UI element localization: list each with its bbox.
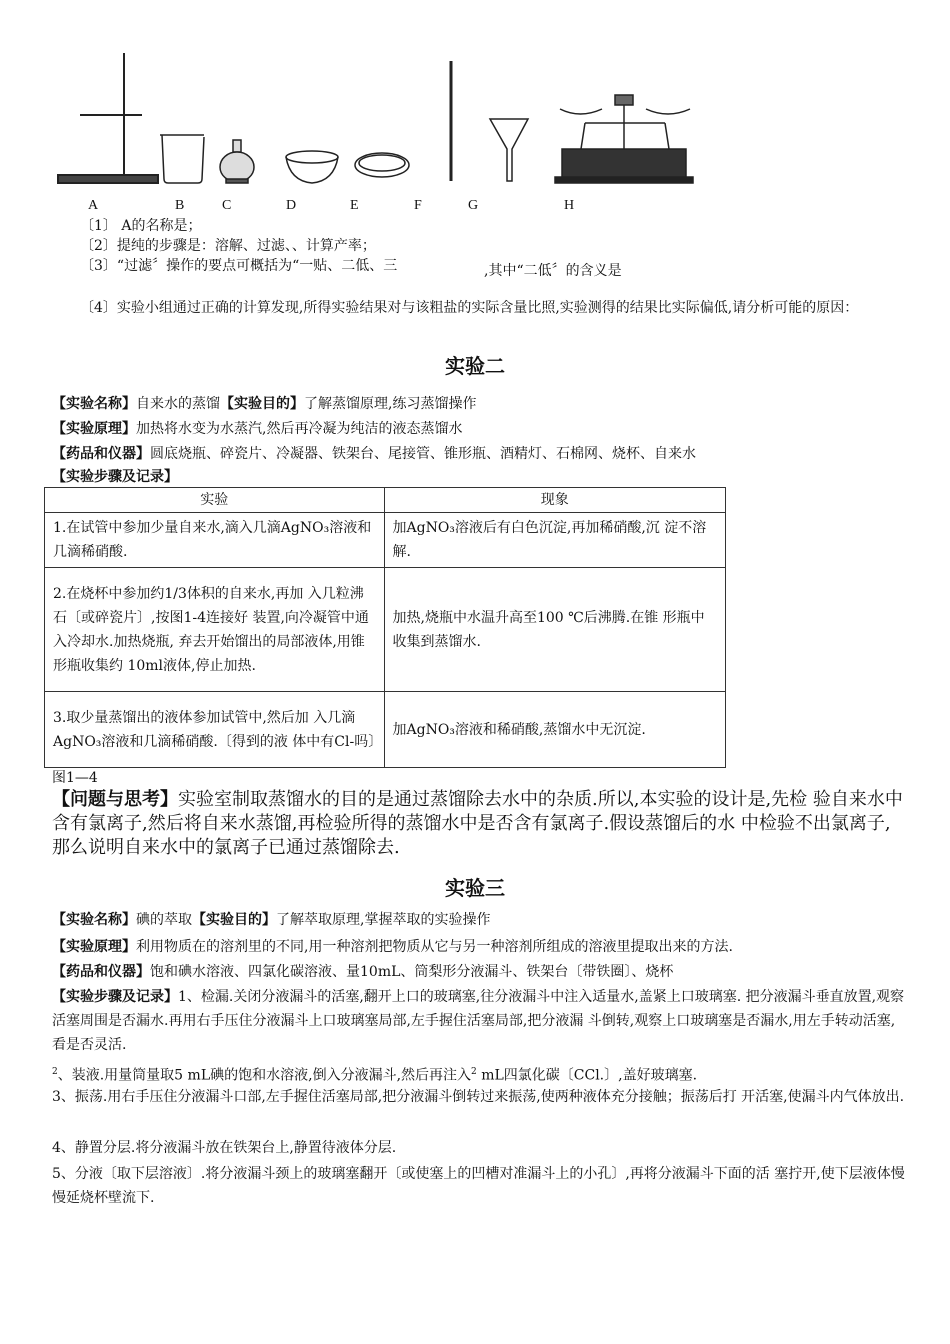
exp2-materials-label: 【药品和仪器】 bbox=[52, 446, 150, 462]
exp3-principle-line bbox=[52, 935, 907, 959]
exp2-purpose-label: 【实验目的】 bbox=[220, 396, 304, 412]
figure-label-h: H bbox=[564, 198, 575, 213]
exp3-steps-label: 【实验步骤及记录】 bbox=[52, 989, 178, 1005]
exp3-step2: 、装液.用量筒量取5 mL碘的饱和水溶液,倒入分液漏斗,然后再注入 bbox=[57, 1067, 472, 1084]
exp2-name-label: 【实验名称】 bbox=[52, 396, 136, 412]
table-cell-result: 加AgNO₃溶液和稀硝酸,蒸馏水中无沉淀. bbox=[384, 692, 726, 768]
figure-label-f: F bbox=[414, 198, 422, 213]
exp3-purpose: 了解萃取原理,掌握萃取的实验操作 bbox=[276, 912, 491, 928]
figure-label-c: C bbox=[222, 198, 232, 213]
exp3-purpose-label: 【实验目的】 bbox=[192, 912, 276, 928]
exp2-materials: 圆底烧瓶、碎瓷片、冷凝器、铁架台、尾接管、锥形瓶、酒精灯、石棉网、烧杯、自来水 bbox=[150, 446, 696, 462]
exp3-principle-label: 【实验原理】 bbox=[52, 939, 136, 955]
question-1: 〔1〕 A的名称是； bbox=[80, 218, 202, 234]
question-4: 〔4〕实验小组通过正确的计算发现,所得实验结果对与该粗盐的实际含量比照,实验测得的结果比实际偏低,请分析可能的原因： bbox=[80, 300, 859, 316]
figure-label-a: A bbox=[88, 198, 99, 213]
exp2-materials-line bbox=[52, 442, 907, 466]
table-cell-step: 1.在试管中参加少量自来水,滴入几滴AgNO₃溶液和几滴稀硝酸. bbox=[45, 513, 385, 568]
exp2-steps-line bbox=[52, 465, 907, 489]
iron-stand-drawing bbox=[58, 53, 158, 183]
exp3-materials-label: 【药品和仪器】 bbox=[52, 964, 150, 980]
exp3-step1: 1、检漏.关闭分液漏斗的活塞,翻开上口的玻璃塞,往分液漏斗中注入适量水,盖紧上口玻璃塞. 把分液漏斗垂直放置,观察活塞周围是否漏水.再用右手压住分液漏斗上口玻璃塞局部,左手握住活塞局部,把分液漏 斗倒转,观察上口玻璃塞是否漏水,用左手转动活塞,看是否灵活. bbox=[52, 989, 905, 1053]
experiment-3-title: 实验三 bbox=[445, 876, 505, 900]
exp2-think-text: 实验室制取蒸馏水的目的是通过蒸馏除去水中的杂质.所以,本实验的设计是,先检 验自来水中含有氯离子,然后将自来水蒸馏,再检验所得的蒸馏水中是否含有氯离子.假设蒸馏后的水 中检验不出氯离子,那么说明自来水中的氯离子已通过蒸馏除去. bbox=[52, 789, 903, 858]
exp2-steps-label: 【实验步骤及记录】 bbox=[52, 469, 178, 485]
exp3-step2b: mL四氯化碳〔CCl.〕,盖好玻璃塞. bbox=[476, 1067, 698, 1084]
alcohol-lamp-drawing bbox=[220, 140, 254, 183]
exp3-principle: 利用物质在的溶剂里的不同,用一种溶剂把物质从它与另一种溶剂所组成的溶液里提取出来的方法. bbox=[136, 939, 733, 955]
balance-drawing bbox=[555, 95, 693, 183]
table-header-experiment: 实验 bbox=[45, 488, 385, 513]
evaporating-dish-drawing bbox=[286, 151, 338, 183]
exp3-materials-line bbox=[52, 960, 907, 984]
table-row bbox=[45, 513, 726, 568]
exp2-purpose: 了解蒸馏原理,练习蒸馏操作 bbox=[304, 396, 477, 412]
exp2-principle-label: 【实验原理】 bbox=[52, 421, 136, 437]
exp2-think-label: 【问题与思考】 bbox=[52, 789, 178, 810]
exp3-step2-paragraph bbox=[52, 1060, 907, 1088]
question-3a: 〔3〕“过滤〞操作的要点可概括为“一贴、二低、三 bbox=[80, 258, 398, 274]
exp2-principle-line bbox=[52, 417, 907, 441]
exp3-step2-mark2: 2 bbox=[471, 1067, 477, 1077]
figure-label-d: D bbox=[286, 198, 297, 213]
beaker-drawing bbox=[160, 135, 204, 183]
figure-label-g: G bbox=[468, 198, 479, 213]
question-2: 〔2〕提纯的步骤是：溶解、过滤、、计算产率； bbox=[80, 238, 376, 254]
exp3-step3: 3、振荡.用右手压住分液漏斗口部,左手握住活塞局部,把分液漏斗倒转过来振荡,使两种液体充分接触；振荡后打 开活塞,使漏斗内气体放出. bbox=[52, 1089, 905, 1105]
apparatus-figure bbox=[50, 45, 700, 195]
table-row bbox=[45, 692, 726, 768]
exp2-table bbox=[44, 487, 726, 768]
watch-glass-drawing bbox=[355, 153, 409, 177]
exp3-materials: 饱和碘水溶液、四氯化碳溶液、量10mL、筒梨形分液漏斗、铁架台〔带铁圈〕、烧杯 bbox=[150, 964, 674, 980]
exp2-think-paragraph bbox=[52, 788, 908, 860]
exp3-step5: 5、分液〔取下层溶液〕.将分液漏斗颈上的玻璃塞翻开〔或使塞上的凹槽对准漏斗上的小孔〕,再将分液漏斗下面的活 塞拧开,使下层液体慢慢延烧杯壁流下. bbox=[52, 1166, 905, 1206]
exp3-step4: 4、静置分层.将分液漏斗放在铁架台上,静置待液体分层. bbox=[52, 1140, 397, 1156]
table-header-phenomenon: 现象 bbox=[384, 488, 726, 513]
exp2-principle: 加热将水变为水蒸汽,然后再冷凝为纯洁的液态蒸馏水 bbox=[136, 421, 463, 437]
figure-label-e: E bbox=[350, 198, 359, 213]
exp3-step2-mark: 2 bbox=[52, 1067, 58, 1077]
exp3-step1-paragraph bbox=[52, 985, 907, 1057]
table-cell-step: 2.在烧杯中参加约1/3体积的自来水,再加 入几粒沸石〔或碎瓷片〕,按图1-4连接好 装置,向冷凝管中通入冷却水.加热烧瓶, 弃去开始馏出的局部液体,用锥形瓶收集约 10ml液体,停止加热. bbox=[45, 568, 385, 692]
exp3-name-label: 【实验名称】 bbox=[52, 912, 136, 928]
table-cell-result: 加热,烧瓶中水温升高至100 ℃后沸腾.在锥 形瓶中收集到蒸馏水. bbox=[384, 568, 726, 692]
table-cell-step: 3.取少量蒸馏出的液体参加试管中,然后加 入几滴AgNO₃溶液和几滴稀硝酸.〔得到的液 体中有Cl-吗〕 bbox=[45, 692, 385, 768]
figure-label-b: B bbox=[175, 198, 185, 213]
exp3-name-line bbox=[52, 908, 907, 932]
figure-caption: 图1—4 bbox=[52, 770, 98, 786]
exp2-name: 自来水的蒸馏 bbox=[136, 396, 220, 412]
exp3-name: 碘的萃取 bbox=[136, 912, 192, 928]
table-header-row bbox=[45, 488, 726, 513]
table-row bbox=[45, 568, 726, 692]
experiment-2-title: 实验二 bbox=[445, 354, 505, 378]
question-3b: ,其中“二低〞的含义是 bbox=[484, 263, 622, 279]
table-cell-result: 加AgNO₃溶液后有白色沉淀,再加稀硝酸,沉 淀不溶解. bbox=[384, 513, 726, 568]
funnel-drawing bbox=[490, 119, 528, 181]
exp2-name-line bbox=[52, 392, 907, 416]
